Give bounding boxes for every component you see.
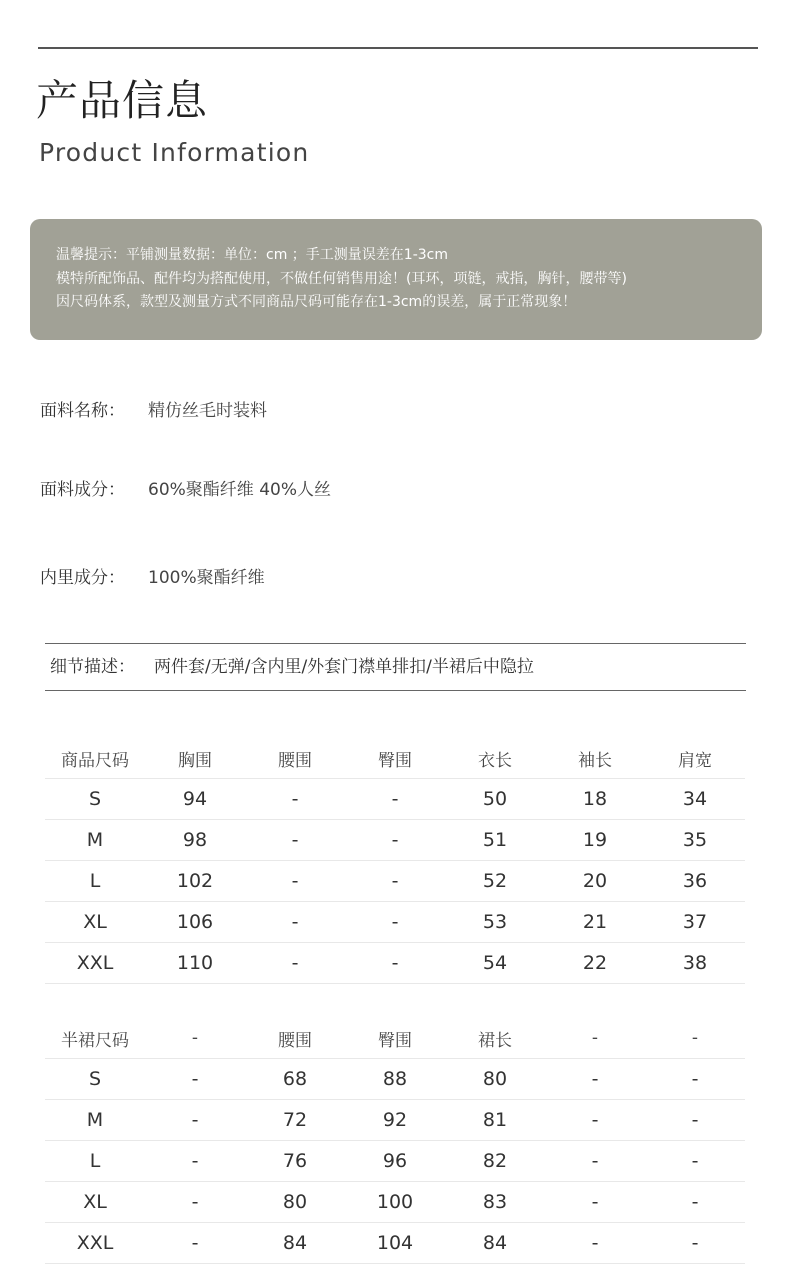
lining-composition-row — [40, 566, 265, 590]
measurement-cell: 50 — [445, 779, 545, 820]
measurement-cell: - — [345, 902, 445, 943]
measurement-cell: - — [545, 1100, 645, 1141]
measurement-cell: 35 — [645, 820, 745, 861]
measurement-cell: 21 — [545, 902, 645, 943]
table-row — [45, 1141, 745, 1182]
measurement-cell: 36 — [645, 861, 745, 902]
column-header: 腰围 — [245, 738, 345, 779]
measurement-cell: - — [545, 1223, 645, 1264]
fabric-name-row — [40, 399, 267, 423]
column-header: 裙长 — [445, 1018, 545, 1059]
column-header: 臀围 — [345, 738, 445, 779]
measurement-cell: 68 — [245, 1059, 345, 1100]
fabric-name-value: 精仿丝毛时装料 — [148, 401, 267, 421]
size-cell: M — [45, 820, 145, 861]
measurement-cell: - — [545, 1182, 645, 1223]
fabric-composition-value: 60%聚酯纤维 40%人丝 — [148, 480, 331, 500]
fabric-name-label: 面料名称： — [40, 401, 125, 421]
measurement-cell: - — [145, 1141, 245, 1182]
column-header: - — [545, 1018, 645, 1059]
column-header: - — [145, 1018, 245, 1059]
size-cell: S — [45, 779, 145, 820]
table-row — [45, 1059, 745, 1100]
size-cell: XXL — [45, 943, 145, 984]
measurement-cell: 53 — [445, 902, 545, 943]
measurement-cell: 106 — [145, 902, 245, 943]
measurement-cell: - — [345, 820, 445, 861]
measurement-cell: 84 — [245, 1223, 345, 1264]
measurement-cell: 98 — [145, 820, 245, 861]
size-cell: L — [45, 1141, 145, 1182]
measurement-cell: - — [245, 820, 345, 861]
table-row — [45, 1223, 745, 1264]
table-row — [45, 943, 745, 984]
measurement-cell: 20 — [545, 861, 645, 902]
measurement-cell: - — [345, 943, 445, 984]
size-cell: S — [45, 1059, 145, 1100]
measurement-cell: 102 — [145, 861, 245, 902]
measurement-cell: - — [145, 1100, 245, 1141]
size-cell: XXL — [45, 1223, 145, 1264]
lining-composition-label: 内里成分： — [40, 568, 125, 588]
top-divider — [38, 47, 758, 49]
notice-line-accessories: 模特所配饰品、配件均为搭配使用，不做任何销售用途！(耳环，项链，戒指，胸针，腰带等) — [56, 270, 627, 287]
measurement-cell: 54 — [445, 943, 545, 984]
skirt-size-header-row — [45, 1018, 745, 1059]
measurement-cell: 104 — [345, 1223, 445, 1264]
table-row — [45, 779, 745, 820]
measurement-cell: 100 — [345, 1182, 445, 1223]
column-header: 商品尺码 — [45, 738, 145, 779]
top-size-table — [45, 738, 745, 984]
table-row — [45, 820, 745, 861]
measurement-cell: - — [645, 1059, 745, 1100]
size-cell: XL — [45, 1182, 145, 1223]
measurement-cell: - — [645, 1100, 745, 1141]
measurement-cell: 80 — [245, 1182, 345, 1223]
lining-composition-value: 100%聚酯纤维 — [148, 568, 265, 588]
fabric-composition-row — [40, 478, 331, 502]
measurement-cell: - — [145, 1182, 245, 1223]
column-header: 腰围 — [245, 1018, 345, 1059]
measurement-cell: 52 — [445, 861, 545, 902]
notice-line-size-error: 因尺码体系，款型及测量方式不同商品尺码可能存在1-3cm的误差，属于正常现象！ — [56, 294, 577, 310]
measurement-cell: 84 — [445, 1223, 545, 1264]
size-cell: M — [45, 1100, 145, 1141]
measurement-cell: - — [545, 1059, 645, 1100]
detail-description-value: 两件套/无弹/含内里/外套门襟单排扣/半裙后中隐拉 — [154, 657, 534, 677]
measurement-cell: 81 — [445, 1100, 545, 1141]
measurement-cell: 51 — [445, 820, 545, 861]
table-row — [45, 1100, 745, 1141]
measurement-cell: 83 — [445, 1182, 545, 1223]
measurement-cell: - — [145, 1059, 245, 1100]
measurement-cell: - — [645, 1182, 745, 1223]
measurement-cell: 88 — [345, 1059, 445, 1100]
column-header: - — [645, 1018, 745, 1059]
measurement-cell: 19 — [545, 820, 645, 861]
measurement-cell: 92 — [345, 1100, 445, 1141]
measurement-cell: - — [245, 902, 345, 943]
notice-box — [30, 219, 762, 340]
column-header: 臀围 — [345, 1018, 445, 1059]
measurement-cell: 38 — [645, 943, 745, 984]
column-header: 衣长 — [445, 738, 545, 779]
column-header: 半裙尺码 — [45, 1018, 145, 1059]
table-row — [45, 902, 745, 943]
size-cell: XL — [45, 902, 145, 943]
column-header: 袖长 — [545, 738, 645, 779]
measurement-cell: - — [645, 1141, 745, 1182]
measurement-cell: - — [245, 779, 345, 820]
measurement-cell: - — [545, 1141, 645, 1182]
measurement-cell: - — [645, 1223, 745, 1264]
measurement-cell: 96 — [345, 1141, 445, 1182]
detail-description-label: 细节描述： — [50, 657, 135, 677]
fabric-composition-label: 面料成分： — [40, 480, 125, 500]
measurement-cell: - — [345, 779, 445, 820]
measurement-cell: 22 — [545, 943, 645, 984]
page-title: 产品信息 — [36, 76, 209, 125]
measurement-cell: 72 — [245, 1100, 345, 1141]
notice-line-measurement: 温馨提示：平铺测量数据：单位：cm ；手工测量误差在1-3cm — [56, 247, 448, 263]
measurement-cell: 37 — [645, 902, 745, 943]
measurement-cell: 18 — [545, 779, 645, 820]
skirt-size-table — [45, 1018, 745, 1264]
size-cell: L — [45, 861, 145, 902]
measurement-cell: 94 — [145, 779, 245, 820]
measurement-cell: 76 — [245, 1141, 345, 1182]
measurement-cell: - — [345, 861, 445, 902]
column-header: 肩宽 — [645, 738, 745, 779]
column-header: 胸围 — [145, 738, 245, 779]
measurement-cell: - — [145, 1223, 245, 1264]
detail-description — [45, 643, 746, 691]
measurement-cell: - — [245, 861, 345, 902]
page-subtitle: Product Information — [39, 138, 310, 167]
measurement-cell: 80 — [445, 1059, 545, 1100]
top-size-header-row — [45, 738, 745, 779]
measurement-cell: - — [245, 943, 345, 984]
table-row — [45, 861, 745, 902]
measurement-cell: 110 — [145, 943, 245, 984]
measurement-cell: 34 — [645, 779, 745, 820]
measurement-cell: 82 — [445, 1141, 545, 1182]
table-row — [45, 1182, 745, 1223]
